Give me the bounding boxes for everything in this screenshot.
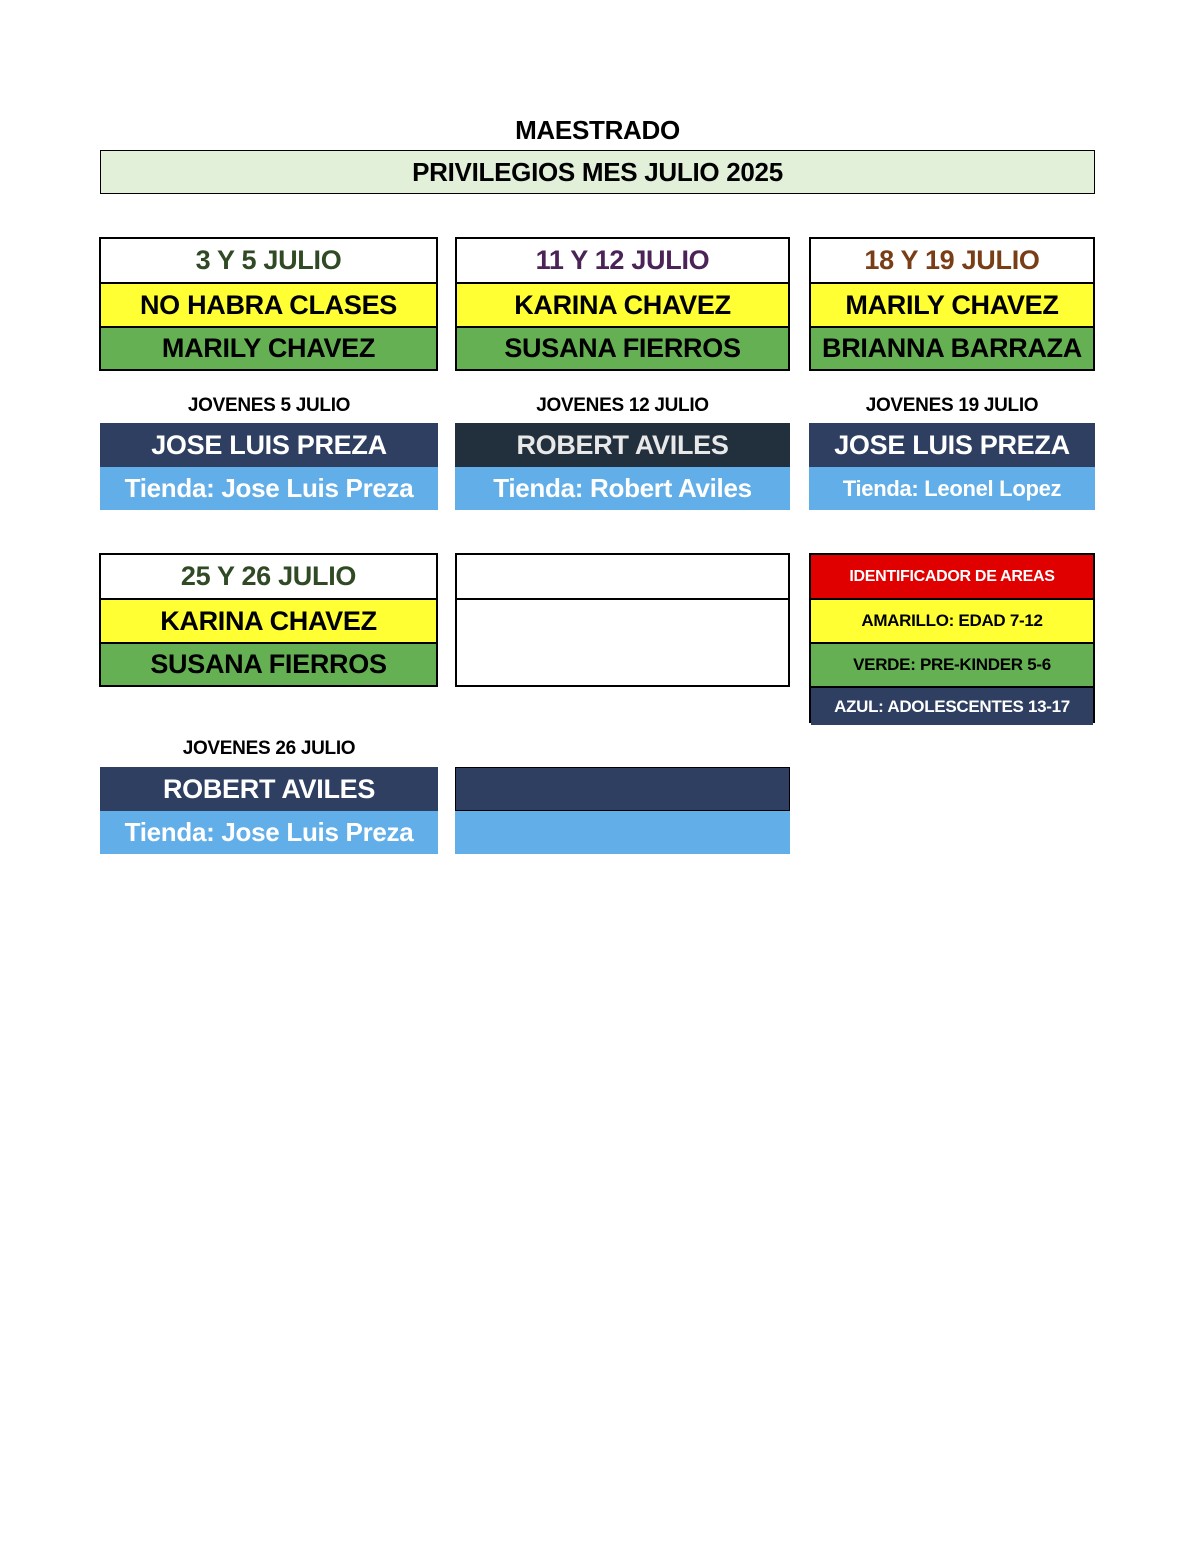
page-title: MAESTRADO xyxy=(515,114,680,145)
tienda-assignee: Tienda: Robert Aviles xyxy=(455,467,790,510)
tienda-assignee: Tienda: Jose Luis Preza xyxy=(100,811,438,854)
empty-tienda-cell xyxy=(455,811,790,854)
green-assignee: SUSANA FIERROS xyxy=(457,328,788,369)
week-card-4 xyxy=(99,553,438,687)
legend-title: IDENTIFICADOR DE AREAS xyxy=(811,555,1093,600)
legend-blue: AZUL: ADOLESCENTES 13-17 xyxy=(811,688,1093,725)
jovenes-label: JOVENES 12 JULIO xyxy=(536,395,709,416)
jovenes-assignee: JOSE LUIS PREZA xyxy=(809,423,1095,467)
week-date: 3 Y 5 JULIO xyxy=(101,239,436,284)
green-assignee: MARILY CHAVEZ xyxy=(101,328,436,369)
page-subtitle: PRIVILEGIOS MES JULIO 2025 xyxy=(100,150,1095,194)
empty-jovenes-cell xyxy=(455,767,790,811)
empty-date-cell xyxy=(457,555,788,600)
tienda-assignee: Tienda: Leonel Lopez xyxy=(809,467,1095,510)
tienda-assignee: Tienda: Jose Luis Preza xyxy=(100,467,438,510)
week-date: 25 Y 26 JULIO xyxy=(101,555,436,600)
jovenes-label: JOVENES 5 JULIO xyxy=(187,395,351,416)
empty-week-card xyxy=(455,553,790,687)
jovenes-label: JOVENES 19 JULIO xyxy=(865,395,1039,416)
jovenes-label: JOVENES 26 JULIO xyxy=(182,738,356,759)
week-card-3 xyxy=(809,237,1095,371)
legend-yellow: AMARILLO: EDAD 7-12 xyxy=(811,600,1093,644)
week-card-1 xyxy=(99,237,438,371)
yellow-assignee: KARINA CHAVEZ xyxy=(457,284,788,328)
green-assignee: SUSANA FIERROS xyxy=(101,644,436,685)
jovenes-assignee: ROBERT AVILES xyxy=(100,767,438,811)
week-card-2 xyxy=(455,237,790,371)
area-legend xyxy=(809,553,1095,723)
yellow-assignee: NO HABRA CLASES xyxy=(101,284,436,328)
week-date: 18 Y 19 JULIO xyxy=(811,239,1093,284)
jovenes-assignee: ROBERT AVILES xyxy=(455,423,790,467)
week-date: 11 Y 12 JULIO xyxy=(457,239,788,284)
green-assignee: BRIANNA BARRAZA xyxy=(811,328,1093,369)
jovenes-assignee: JOSE LUIS PREZA xyxy=(100,423,438,467)
legend-green: VERDE: PRE-KINDER 5-6 xyxy=(811,644,1093,688)
yellow-assignee: MARILY CHAVEZ xyxy=(811,284,1093,328)
yellow-assignee: KARINA CHAVEZ xyxy=(101,600,436,644)
